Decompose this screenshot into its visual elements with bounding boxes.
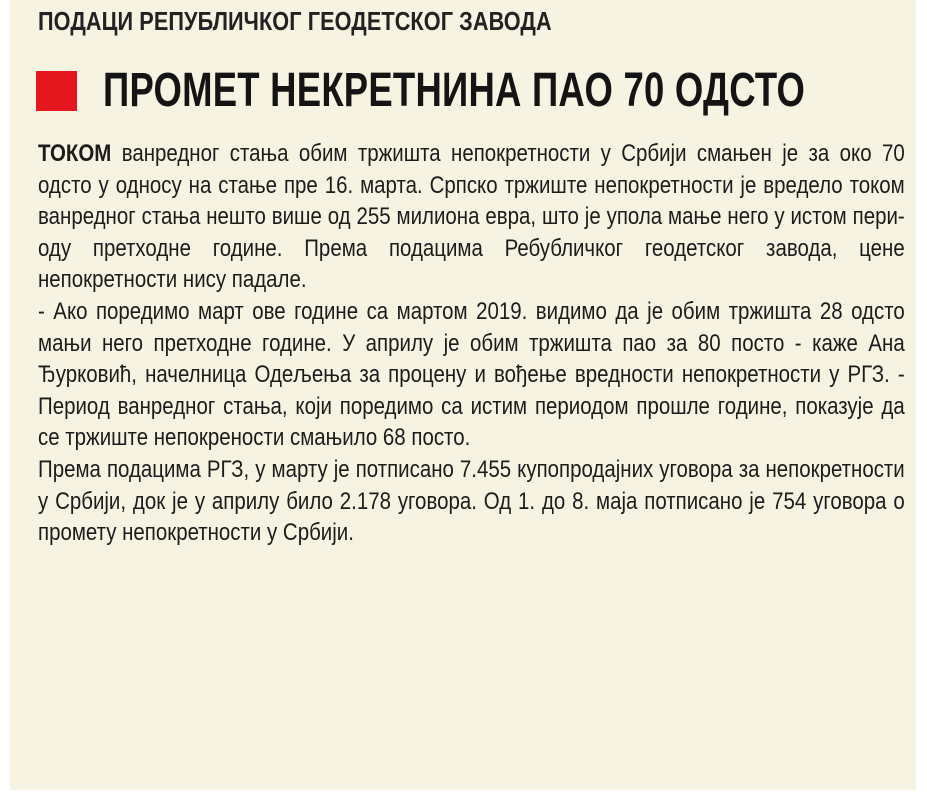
red-square-marker xyxy=(36,71,77,111)
article-body xyxy=(38,138,905,549)
newspaper-clipping xyxy=(10,0,916,790)
paragraph-1-text: ванредног стања обим тржишта непокретности у Србији смањен је за око 70 одсто у односу на стање пре 16. марта. Српско тржиште непокретности је вредело током ванредног стања нешто више од 255 милиона евра, што је упола мање него у истом периоду претходне године. Према подацима Ребубличког геодетског завода, цене непокретности нису падале. xyxy=(38,140,905,294)
article-kicker: ПОДАЦИ РЕПУБЛИЧКОГ ГЕОДЕТСКОГ ЗАВОДА xyxy=(38,8,552,36)
paragraph-2: - Ако поредимо март ове године са мартом 2019. видимо да је обим тржишта 28 одсто мањи него претходне године. У априлу је обим тржишта пао за 80 посто - каже Ана Ђурковић, начелница Одељења за процену и вођење вредности непокретности у РГЗ. - Период ванредног стања, који поредимо са истим периодом прошле године, показује да се тржиште непокрености смањило 68 посто. xyxy=(38,297,905,452)
paragraph-1 xyxy=(38,138,905,296)
article-headline: ПРОМЕТ НЕКРЕТНИНА ПАО 70 ОДСТО xyxy=(103,64,806,117)
paragraph-3: Према подацима РГЗ, у марту је потписано 7.455 купопродајних уговора за непокретности у Србији, док је у априлу било 2.178 уговора. Од 1. до 8. маја потписано је 754 уговора о промету непокретности у Србији. xyxy=(38,455,905,547)
lead-word: ТОКОМ xyxy=(38,140,112,167)
